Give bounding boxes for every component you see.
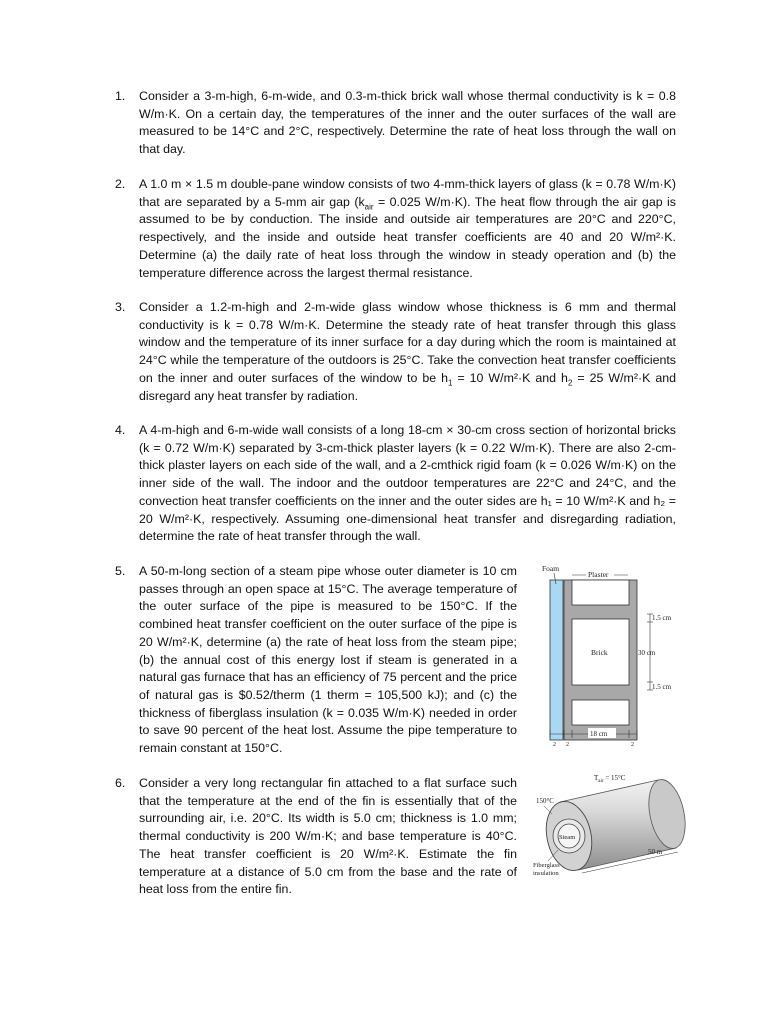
problem-number: 6. (115, 776, 126, 790)
steam-pipe-figure (530, 770, 700, 882)
problem-text: Consider a 3-m-high, 6-m-wide, and 0.3-m-thick brick wall whose thermal conductivity is k = 0.8 W/m·K. On a certain day, the temperatures of the inner and the outer surfaces of the wall are measured to be 14°C and 2°C, respectively. Determine the rate of heat loss through the wall on that day. (139, 89, 676, 157)
dim-top-label: 1.5 cm (652, 614, 672, 622)
problem-number: 5. (115, 564, 126, 578)
brick-label: Brick (591, 648, 608, 657)
plaster-label: Plaster (588, 570, 609, 579)
foam-label: Foam (542, 564, 560, 573)
dim-bottom-label: 1.5 cm (652, 683, 672, 691)
surface-temp-label: 150°C (536, 797, 554, 805)
length-label: 50 m (648, 848, 663, 856)
steam-label: Steam (559, 834, 576, 841)
problem-text: A 50-m-long section of a steam pipe whose outer diameter is 10 cm passes through an open space at 15°C. The average temperature of the outer surface of the pipe is measured to be 150°C. If the combined heat transfer coefficient on the outer surface of the pipe is 20 W/m²·K, determine (a) the rate of heat loss from the steam pipe; (b) the annual cost of this energy lost if steam is generated in a natural gas furnace that has an efficiency of 75 percent and the price of natural gas is $0.52/therm (1 therm = 105,500 kJ); and (c) the thickness of fiberglass insulation (k = 0.035 W/m·K) needed in order to save 90 percent of the heat lost. Assume the pipe temperature to remain constant at 150°C. (139, 564, 517, 756)
insulation-label-1: Fiberglass (533, 862, 560, 869)
air-temp-label: $T_{air} = 15^\circ C$ (594, 774, 626, 784)
brick-top (572, 580, 629, 605)
problem-number: 3. (115, 300, 126, 314)
brick-bottom (572, 700, 629, 725)
dim-foam-label: 2 (553, 742, 556, 748)
foam-layer (550, 580, 563, 740)
dim-plaster-outer-label: 2 (631, 742, 634, 748)
insulation-label-2: insulation (533, 870, 559, 877)
dim-width-label: 18 cm (590, 730, 608, 738)
problem-number: 1. (115, 89, 126, 103)
dim-mid-label: 30 cm (638, 649, 656, 657)
dim-plaster-label: 2 (566, 742, 569, 748)
problem-text: Consider a very long rectangular fin attached to a flat surface such that the temperature at the end of the fin is essentially that of the surrounding air, i.e. 20°C. Its width is 5.0 cm; thickness is 1.0 mm; thermal conductivity is 200 W/m·K; and base temperature is 40°C. The heat transfer coefficient is 20 W/m²·K. Estimate the fin temperature at a distance of 5.0 cm from the base and the rate of heat loss from the entire fin. (139, 776, 517, 897)
wall-cross-section-figure (536, 562, 686, 750)
problem-text: A 4-m-high and 6-m-wide wall consists of a long 18-cm × 30-cm cross section of horizontal bricks (k = 0.72 W/m·K) separated by 3-cm-thick plaster layers (k = 0.22 W/m·K). There are also 2-cm-thick plaster layers on each side of the wall, and a 2-cmthick rigid foam (k = 0.026 W/m·K) on the inner side of the wall. The indoor and the outdoor temperatures are 22°C and 24°C, and the convection heat transfer coefficients on the inner and the outer sides are h₁ = 10 W/m²·K and h₂ = 20 W/m²·K, respectively. Assuming one-dimensional heat transfer and disregarding radiation, determine the rate of heat transfer through the wall. (139, 423, 676, 544)
problem-text: Consider a 1.2-m-high and 2-m-wide glass window whose thickness is 6 mm and thermal conductivity is k = 0.78 W/m·K. Determine the steady rate of heat transfer through this glass window and the temperature of its inner surface for a day during which the room is maintained at 24°C while the temperature of the outdoors is 25°C. Take the convection heat transfer coefficients on the inner and outer surfaces of the window to be $h_1 = 10$ W/m²·K and $h_2 = 25$ W/m²·K and disregard any heat transfer by radiation. (139, 300, 677, 403)
problem-number: 4. (115, 423, 126, 437)
problem-text: A 1.0 m × 1.5 m double-pane window consists of two 4-mm-thick layers of glass (k = 0.78 W/m·K) that are separated by a 5-mm air gap ($k_{air} = 0.025$ W/m·K). The heat flow through the air gap is assumed to be by conduction. The inside and outside air temperatures are 20°C and 220°C, respectively, and the inside and outside heat transfer coefficients are 40 and 20 W/m²·K. Determine (a) the daily rate of heat loss through the window in steady operation and (b) the temperature difference across the largest thermal resistance. (139, 177, 676, 280)
problem-number: 2. (115, 177, 126, 191)
